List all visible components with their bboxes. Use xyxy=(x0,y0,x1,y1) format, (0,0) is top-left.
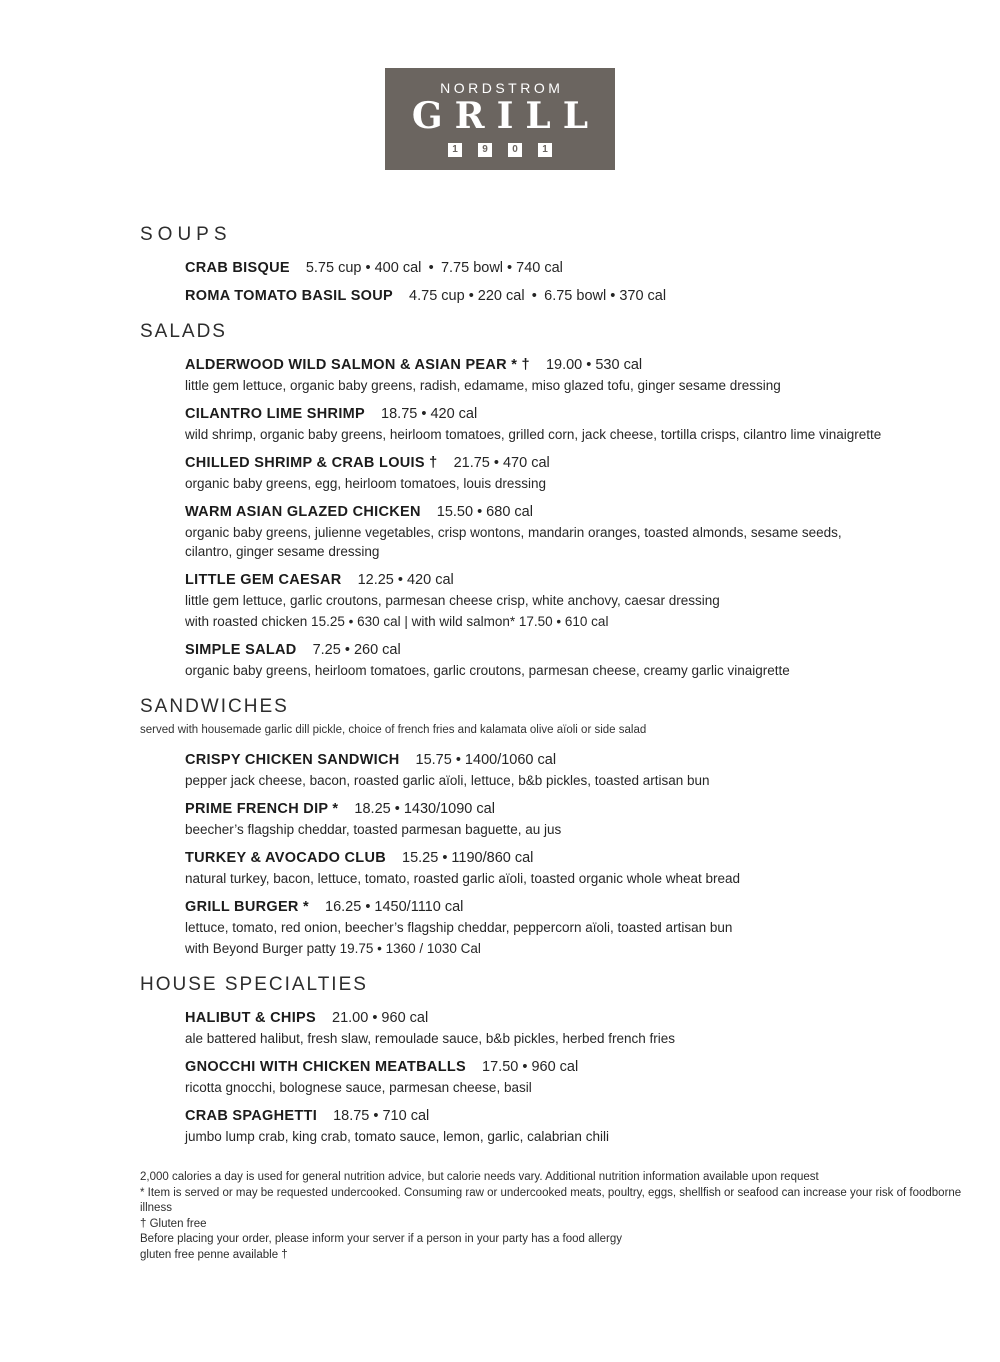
item-description: natural turkey, bacon, lettuce, tomato, roasted garlic aïoli, toasted organic whole wheat bread xyxy=(185,871,741,886)
menu-section-salads xyxy=(140,321,1000,680)
menu-item xyxy=(185,259,885,277)
year-digit-box: 9 xyxy=(478,143,492,157)
item-description: wild shrimp, organic baby greens, heirloom tomatoes, grilled corn, jack cheese, tortilla crisps, cilantro lime vinaigrette xyxy=(185,427,882,442)
logo-brand-text: NORDSTROM xyxy=(440,80,564,97)
footer-line-undercooked: * Item is served or may be requested undercooked. Consuming raw or undercooked meats, poultry, eggs, shellfish or seafood can increase your risk of foodborne illness xyxy=(140,1186,962,1214)
menu-item xyxy=(185,751,885,790)
item-name: GNOCCHI WITH CHICKEN MEATBALLS xyxy=(185,1059,466,1075)
item-name: SIMPLE SALAD xyxy=(185,642,297,658)
item-price-cal: 16.25 • 1450/1110 cal xyxy=(325,899,464,915)
item-price-cal: 15.75 • 1400/1060 cal xyxy=(415,752,557,768)
menu-item xyxy=(185,503,885,561)
item-description: little gem lettuce, organic baby greens, radish, edamame, miso glazed tofu, ginger sesame dressing xyxy=(185,378,781,393)
restaurant-logo xyxy=(385,68,615,170)
item-price-cal: 18.25 • 1430/1090 cal xyxy=(354,801,495,817)
item-head xyxy=(185,571,885,589)
menu-item xyxy=(185,898,885,958)
item-variant-line: with Beyond Burger patty 19.75 • 1360 / 1030 Cal xyxy=(185,941,481,956)
item-price-cal: 18.75 • 710 cal xyxy=(333,1108,430,1124)
item-price-cal: 4.75 cup • 220 cal • 6.75 bowl • 370 cal xyxy=(409,288,667,304)
menu-item xyxy=(185,800,885,839)
section-title: SOUPS xyxy=(140,224,232,245)
item-name: TURKEY & AVOCADO CLUB xyxy=(185,850,386,866)
item-head xyxy=(185,849,885,867)
item-head xyxy=(185,1058,885,1076)
footer-line-calories: 2,000 calories a day is used for general nutrition advice, but calorie needs vary. Additional nutrition information available upon request xyxy=(140,1171,819,1183)
item-head xyxy=(185,1009,885,1027)
item-description: organic baby greens, heirloom tomatoes, garlic croutons, parmesan cheese, creamy garlic vinaigrette xyxy=(185,663,790,678)
item-name: HALIBUT & CHIPS xyxy=(185,1010,316,1026)
item-price-cal: 5.75 cup • 400 cal • 7.75 bowl • 740 cal xyxy=(305,260,563,276)
footer-line-penne: gluten free penne available † xyxy=(140,1248,288,1261)
item-price-cal: 12.25 • 420 cal xyxy=(357,572,454,588)
menu-item xyxy=(185,571,885,631)
item-description: organic baby greens, egg, heirloom tomatoes, louis dressing xyxy=(185,476,546,491)
item-head xyxy=(185,287,885,305)
menu-item xyxy=(185,641,885,680)
menu-item xyxy=(185,405,885,444)
item-price-cal: 15.25 • 1190/860 cal xyxy=(402,850,534,866)
item-head xyxy=(185,898,885,916)
item-head xyxy=(185,800,885,818)
item-head xyxy=(185,356,885,374)
item-price-cal: 15.50 • 680 cal xyxy=(436,504,533,520)
item-description: organic baby greens, julienne vegetables, crisp wontons, mandarin oranges, toasted almonds, sesame seeds, cilantro, ginger sesame dressing xyxy=(185,525,842,559)
item-description: little gem lettuce, garlic croutons, parmesan cheese crisp, white anchovy, caesar dressing xyxy=(185,593,720,608)
item-head xyxy=(185,641,885,659)
menu-section-house-specialties xyxy=(140,974,1000,1146)
item-name: CRAB BISQUE xyxy=(185,260,290,276)
menu-item xyxy=(185,1058,885,1097)
item-variant-line: with roasted chicken 15.25 • 630 cal | with wild salmon* 17.50 • 610 cal xyxy=(185,614,609,629)
year-digit-box: 1 xyxy=(448,143,462,157)
menu-item xyxy=(185,356,885,395)
item-description: pepper jack cheese, bacon, roasted garlic aïoli, lettuce, b&b pickles, toasted artisan bun xyxy=(185,773,710,788)
logo-year-1901 xyxy=(448,143,552,157)
item-description: ricotta gnocchi, bolognese sauce, parmesan cheese, basil xyxy=(185,1080,532,1095)
item-name: CHILLED SHRIMP & CRAB LOUIS † xyxy=(185,455,438,471)
section-caption: served with housemade garlic dill pickle, choice of french fries and kalamata olive aïoli or side salad xyxy=(140,724,647,736)
year-digit-box: 1 xyxy=(538,143,552,157)
section-title: SANDWICHES xyxy=(140,696,289,717)
item-price-cal: 21.75 • 470 cal xyxy=(453,455,550,471)
item-name: ALDERWOOD WILD SALMON & ASIAN PEAR * † xyxy=(185,357,530,373)
menu-item xyxy=(185,287,885,305)
menu-footer-disclaimers xyxy=(0,1156,990,1263)
item-price-cal: 18.75 • 420 cal xyxy=(381,406,478,422)
menu-section-soups xyxy=(140,224,1000,305)
item-head xyxy=(185,1107,885,1125)
item-name: CRISPY CHICKEN SANDWICH xyxy=(185,752,400,768)
item-description: beecher’s flagship cheddar, toasted parmesan baguette, au jus xyxy=(185,822,562,837)
item-head xyxy=(185,405,885,423)
item-head xyxy=(185,259,885,277)
item-description: ale battered halibut, fresh slaw, remoulade sauce, b&b pickles, herbed french fries xyxy=(185,1031,676,1046)
menu-content xyxy=(0,170,1000,1146)
item-description: lettuce, tomato, red onion, beecher’s flagship cheddar, peppercorn aïoli, toasted artisan bun xyxy=(185,920,733,935)
item-head xyxy=(185,454,885,472)
menu-item xyxy=(185,849,885,888)
footer-line-gluten-free: † Gluten free xyxy=(140,1217,207,1230)
item-name: GRILL BURGER * xyxy=(185,899,309,915)
item-price-cal: 17.50 • 960 cal xyxy=(482,1059,579,1075)
item-price-cal: 7.25 • 260 cal xyxy=(312,642,401,658)
item-name: LITTLE GEM CAESAR xyxy=(185,572,342,588)
year-digit-box: 0 xyxy=(508,143,522,157)
menu-item xyxy=(185,1107,885,1146)
item-name: WARM ASIAN GLAZED CHICKEN xyxy=(185,504,421,520)
logo-grill-text: GRILL xyxy=(411,95,601,138)
menu-item xyxy=(185,1009,885,1048)
item-name: CILANTRO LIME SHRIMP xyxy=(185,406,365,422)
menu-item xyxy=(185,454,885,493)
item-description: jumbo lump crab, king crab, tomato sauce, lemon, garlic, calabrian chili xyxy=(185,1129,609,1144)
item-head xyxy=(185,751,885,769)
item-price-cal: 21.00 • 960 cal xyxy=(332,1010,429,1026)
menu-section-sandwiches xyxy=(140,696,1000,958)
footer-line-allergy: Before placing your order, please inform your server if a person in your party has a food allergy xyxy=(140,1233,622,1245)
item-price-cal: 19.00 • 530 cal xyxy=(545,357,643,373)
section-title: SALADS xyxy=(140,321,227,342)
item-head xyxy=(185,503,885,521)
section-title: HOUSE SPECIALTIES xyxy=(140,974,368,995)
item-name: PRIME FRENCH DIP * xyxy=(185,801,339,817)
item-name: CRAB SPAGHETTI xyxy=(185,1108,318,1124)
item-name: ROMA TOMATO BASIL SOUP xyxy=(185,288,393,304)
